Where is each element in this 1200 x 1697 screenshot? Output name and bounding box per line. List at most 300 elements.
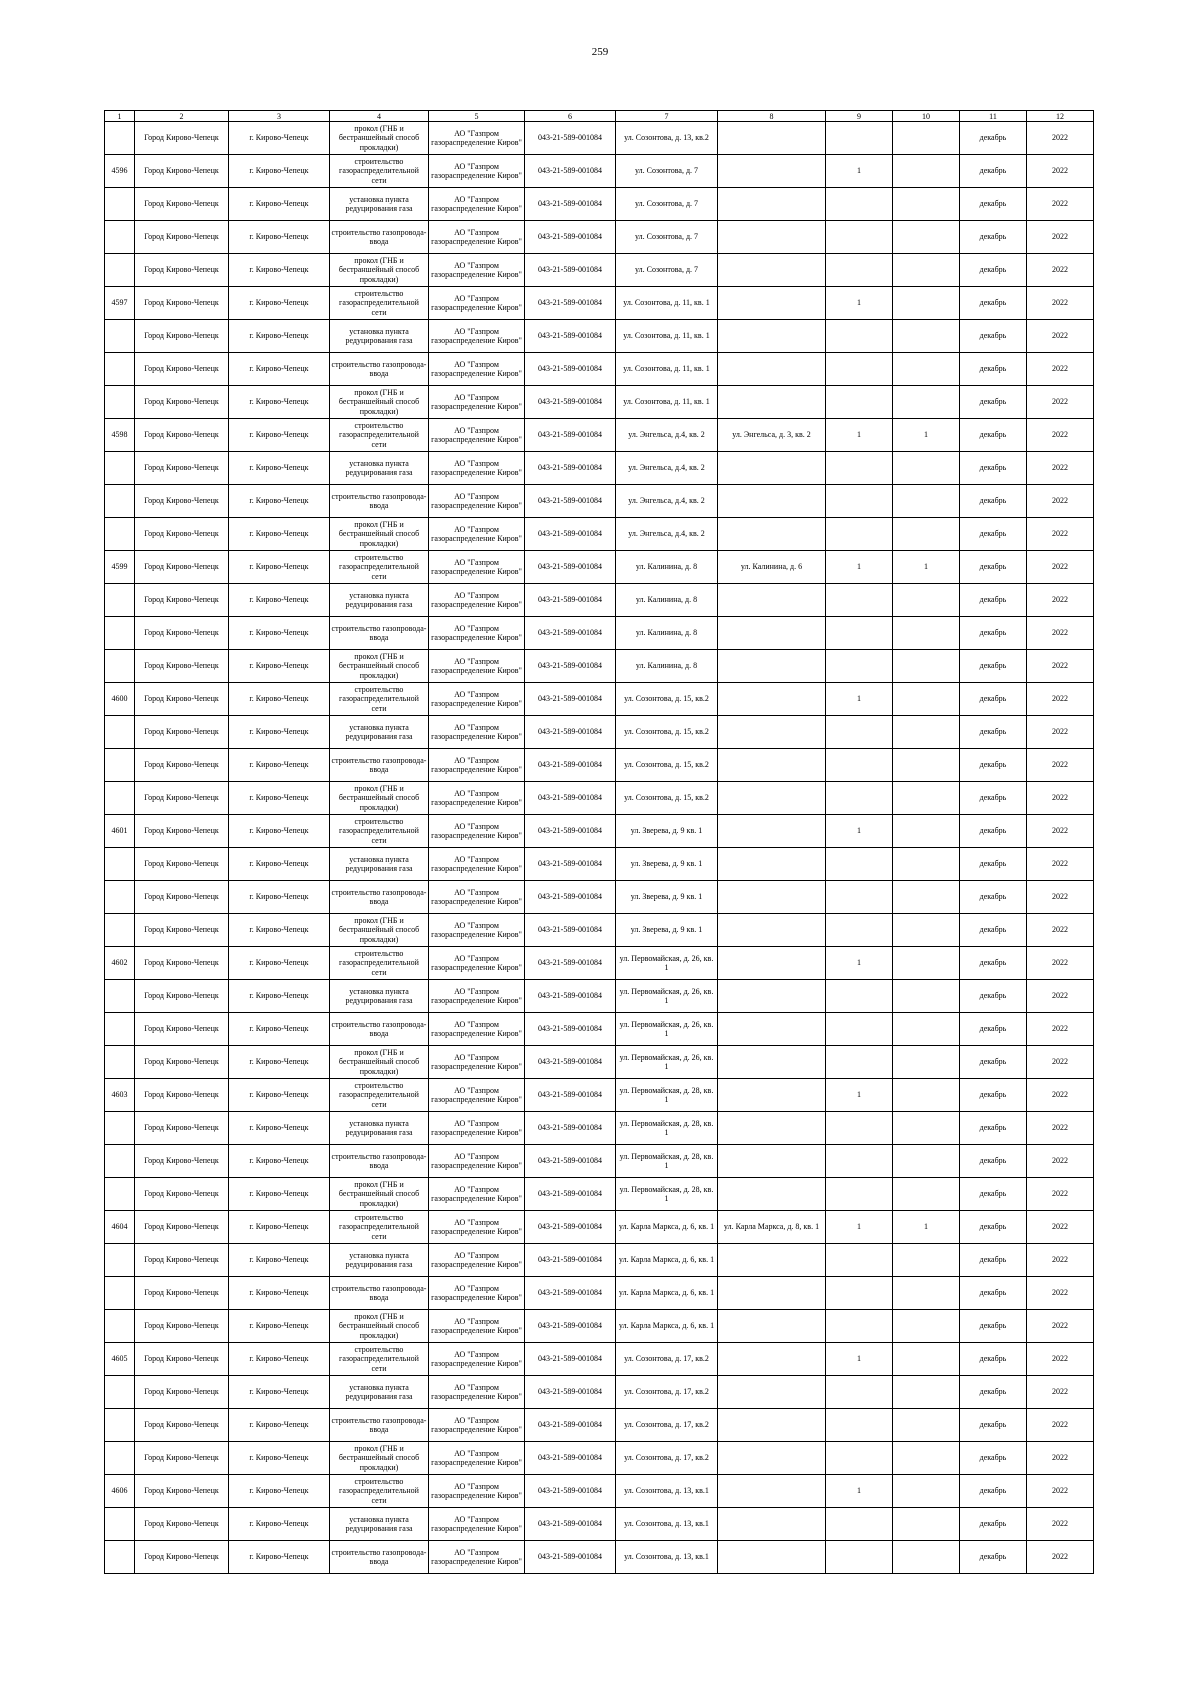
month-cell bbox=[960, 947, 1027, 980]
address-cell bbox=[616, 1079, 718, 1112]
column-header: 1 bbox=[105, 111, 135, 122]
count-col10-cell bbox=[893, 386, 960, 419]
year-cell-text: 2022 bbox=[1052, 298, 1068, 308]
work-type-cell bbox=[330, 1211, 429, 1244]
work-type-cell bbox=[330, 122, 429, 155]
municipality-cell-text: Город Кирово-Чепецк bbox=[144, 958, 219, 968]
organization-cell bbox=[429, 881, 525, 914]
settlement-cell-text: г. Кирово-Чепецк bbox=[249, 958, 309, 968]
work-type-cell bbox=[330, 452, 429, 485]
year-cell bbox=[1027, 815, 1094, 848]
count-col9-cell-text: 1 bbox=[857, 1222, 861, 1232]
project-code-cell-text: 043-21-589-001084 bbox=[538, 1552, 602, 1562]
settlement-cell-text: г. Кирово-Чепецк bbox=[249, 859, 309, 869]
organization-cell-text: АО "Газпром газораспределение Киров" bbox=[431, 1415, 522, 1434]
table-row bbox=[105, 815, 1094, 848]
row-number-cell bbox=[105, 584, 135, 617]
address-cell bbox=[616, 155, 718, 188]
settlement-cell bbox=[229, 881, 330, 914]
settlement-cell bbox=[229, 188, 330, 221]
column-header: 5 bbox=[429, 111, 525, 122]
organization-cell-text: АО "Газпром газораспределение Киров" bbox=[431, 1448, 522, 1467]
address-cell-text: ул. Карла Маркса, д. 6, кв. 1 bbox=[618, 1255, 715, 1265]
month-cell bbox=[960, 881, 1027, 914]
address-cell bbox=[616, 1112, 718, 1145]
work-type-cell bbox=[330, 386, 429, 419]
row-number-cell bbox=[105, 848, 135, 881]
table-row bbox=[105, 221, 1094, 254]
count-col9-cell bbox=[826, 1178, 893, 1211]
row-number-cell bbox=[105, 551, 135, 584]
organization-cell-text: АО "Газпром газораспределение Киров" bbox=[431, 755, 522, 774]
address-cell bbox=[616, 1013, 718, 1046]
table-row bbox=[105, 1541, 1094, 1574]
count-col9-cell bbox=[826, 1376, 893, 1409]
year-cell bbox=[1027, 848, 1094, 881]
table-row bbox=[105, 716, 1094, 749]
settlement-cell bbox=[229, 1112, 330, 1145]
month-cell-text: декабрь bbox=[979, 1123, 1007, 1133]
project-code-cell bbox=[525, 452, 616, 485]
work-type-cell-text: строительство газопровода-ввода bbox=[331, 227, 427, 246]
address-cell bbox=[616, 1376, 718, 1409]
settlement-cell bbox=[229, 947, 330, 980]
address-cell-text: ул. Первомайская, д. 26, кв. 1 bbox=[619, 1052, 714, 1071]
settlement-cell-text: г. Кирово-Чепецк bbox=[249, 1552, 309, 1562]
project-code-cell bbox=[525, 320, 616, 353]
column-number-row bbox=[105, 111, 1094, 122]
row-number-cell bbox=[105, 1541, 135, 1574]
month-cell-text: декабрь bbox=[979, 595, 1007, 605]
work-type-cell bbox=[330, 1046, 429, 1079]
work-type-cell bbox=[330, 914, 429, 947]
month-cell bbox=[960, 782, 1027, 815]
address-extra-cell bbox=[718, 1376, 826, 1409]
month-cell bbox=[960, 287, 1027, 320]
project-code-cell-text: 043-21-589-001084 bbox=[538, 166, 602, 176]
count-col9-cell bbox=[826, 188, 893, 221]
settlement-cell-text: г. Кирово-Чепецк bbox=[249, 826, 309, 836]
project-code-cell-text: 043-21-589-001084 bbox=[538, 562, 602, 572]
work-type-cell bbox=[330, 815, 429, 848]
row-number-cell bbox=[105, 650, 135, 683]
address-extra-cell bbox=[718, 1541, 826, 1574]
count-col9-cell bbox=[826, 1343, 893, 1376]
table-row bbox=[105, 683, 1094, 716]
organization-cell bbox=[429, 716, 525, 749]
month-cell bbox=[960, 584, 1027, 617]
month-cell-text: декабрь bbox=[979, 397, 1007, 407]
municipality-cell-text: Город Кирово-Чепецк bbox=[144, 1519, 219, 1529]
count-col9-cell bbox=[826, 650, 893, 683]
municipality-cell-text: Город Кирово-Чепецк bbox=[144, 265, 219, 275]
project-code-cell bbox=[525, 881, 616, 914]
year-cell-text: 2022 bbox=[1052, 1156, 1068, 1166]
count-col9-cell bbox=[826, 1145, 893, 1178]
work-type-cell-text: установка пункта редуцирования газа bbox=[345, 1118, 413, 1137]
settlement-cell bbox=[229, 1508, 330, 1541]
municipality-cell bbox=[135, 1046, 229, 1079]
work-type-cell-text: строительство газораспределительной сети bbox=[339, 949, 419, 977]
municipality-cell-text: Город Кирово-Чепецк bbox=[144, 133, 219, 143]
settlement-cell bbox=[229, 914, 330, 947]
table-row bbox=[105, 1277, 1094, 1310]
work-type-cell-text: строительство газопровода-ввода bbox=[331, 1283, 427, 1302]
year-cell-text: 2022 bbox=[1052, 859, 1068, 869]
year-cell bbox=[1027, 1277, 1094, 1310]
municipality-cell-text: Город Кирово-Чепецк bbox=[144, 925, 219, 935]
address-extra-cell bbox=[718, 1508, 826, 1541]
column-header: 8 bbox=[718, 111, 826, 122]
project-code-cell bbox=[525, 254, 616, 287]
address-cell bbox=[616, 1508, 718, 1541]
settlement-cell bbox=[229, 1013, 330, 1046]
year-cell bbox=[1027, 947, 1094, 980]
settlement-cell-text: г. Кирово-Чепецк bbox=[249, 1255, 309, 1265]
project-code-cell-text: 043-21-589-001084 bbox=[538, 430, 602, 440]
address-cell-text: ул. Энгельса, д.4, кв. 2 bbox=[628, 463, 705, 473]
table-row bbox=[105, 1145, 1094, 1178]
organization-cell-text: АО "Газпром газораспределение Киров" bbox=[431, 1019, 522, 1038]
row-number-cell bbox=[105, 1508, 135, 1541]
settlement-cell bbox=[229, 1475, 330, 1508]
project-code-cell-text: 043-21-589-001084 bbox=[538, 529, 602, 539]
count-col10-cell bbox=[893, 419, 960, 452]
table-row bbox=[105, 254, 1094, 287]
organization-cell bbox=[429, 419, 525, 452]
work-type-cell bbox=[330, 1244, 429, 1277]
year-cell bbox=[1027, 1541, 1094, 1574]
count-col9-cell-text: 1 bbox=[857, 1486, 861, 1496]
work-type-cell-text: строительство газопровода-ввода bbox=[331, 359, 427, 378]
year-cell-text: 2022 bbox=[1052, 1057, 1068, 1067]
table-row bbox=[105, 155, 1094, 188]
count-col10-cell bbox=[893, 947, 960, 980]
project-code-cell-text: 043-21-589-001084 bbox=[538, 793, 602, 803]
work-type-cell-text: прокол (ГНБ и бестраншейный способ прокладки) bbox=[338, 388, 420, 416]
year-cell-text: 2022 bbox=[1052, 397, 1068, 407]
organization-cell bbox=[429, 749, 525, 782]
municipality-cell bbox=[135, 485, 229, 518]
settlement-cell bbox=[229, 980, 330, 1013]
project-code-cell bbox=[525, 221, 616, 254]
year-cell-text: 2022 bbox=[1052, 892, 1068, 902]
month-cell-text: декабрь bbox=[979, 562, 1007, 572]
address-cell-text: ул. Энгельса, д.4, кв. 2 bbox=[628, 430, 705, 440]
municipality-cell bbox=[135, 1541, 229, 1574]
municipality-cell bbox=[135, 452, 229, 485]
address-cell bbox=[616, 1244, 718, 1277]
month-cell bbox=[960, 980, 1027, 1013]
organization-cell bbox=[429, 254, 525, 287]
settlement-cell bbox=[229, 1178, 330, 1211]
work-type-cell bbox=[330, 617, 429, 650]
work-type-cell-text: строительство газораспределительной сети bbox=[339, 1477, 419, 1505]
table-row bbox=[105, 320, 1094, 353]
row-number-cell bbox=[105, 1244, 135, 1277]
project-code-cell-text: 043-21-589-001084 bbox=[538, 859, 602, 869]
month-cell-text: декабрь bbox=[979, 1519, 1007, 1529]
organization-cell-text: АО "Газпром газораспределение Киров" bbox=[431, 1283, 522, 1302]
organization-cell bbox=[429, 1310, 525, 1343]
municipality-cell-text: Город Кирово-Чепецк bbox=[144, 1420, 219, 1430]
settlement-cell bbox=[229, 1079, 330, 1112]
count-col9-cell-text: 1 bbox=[857, 694, 861, 704]
settlement-cell bbox=[229, 452, 330, 485]
work-type-cell bbox=[330, 353, 429, 386]
table-row bbox=[105, 1376, 1094, 1409]
count-col9-cell bbox=[826, 1079, 893, 1112]
address-cell-text: ул. Созонтова, д. 11, кв. 1 bbox=[623, 331, 710, 341]
project-code-cell bbox=[525, 1343, 616, 1376]
year-cell bbox=[1027, 1508, 1094, 1541]
settlement-cell bbox=[229, 1145, 330, 1178]
row-number-cell-text: 4603 bbox=[111, 1090, 128, 1100]
year-cell-text: 2022 bbox=[1052, 1321, 1068, 1331]
organization-cell bbox=[429, 782, 525, 815]
municipality-cell-text: Город Кирово-Чепецк bbox=[144, 1090, 219, 1100]
project-code-cell-text: 043-21-589-001084 bbox=[538, 661, 602, 671]
table-row bbox=[105, 881, 1094, 914]
work-type-cell bbox=[330, 221, 429, 254]
municipality-cell-text: Город Кирово-Чепецк bbox=[144, 694, 219, 704]
settlement-cell bbox=[229, 155, 330, 188]
count-col9-cell bbox=[826, 1211, 893, 1244]
row-number-cell bbox=[105, 155, 135, 188]
row-number-cell bbox=[105, 1178, 135, 1211]
project-code-cell bbox=[525, 1310, 616, 1343]
organization-cell-text: АО "Газпром газораспределение Киров" bbox=[431, 788, 522, 807]
project-code-cell bbox=[525, 947, 616, 980]
work-type-cell-text: строительство газораспределительной сети bbox=[339, 817, 419, 845]
settlement-cell bbox=[229, 782, 330, 815]
month-cell-text: декабрь bbox=[979, 1222, 1007, 1232]
address-extra-cell-text: ул. Карла Маркса, д. 8, кв. 1 bbox=[723, 1222, 820, 1232]
address-extra-cell bbox=[718, 419, 826, 452]
month-cell bbox=[960, 353, 1027, 386]
organization-cell-text: АО "Газпром газораспределение Киров" bbox=[431, 161, 522, 180]
count-col10-cell bbox=[893, 221, 960, 254]
table-row bbox=[105, 1079, 1094, 1112]
count-col10-cell bbox=[893, 1343, 960, 1376]
gasification-table bbox=[104, 110, 1094, 1574]
project-code-cell bbox=[525, 1013, 616, 1046]
month-cell-text: декабрь bbox=[979, 529, 1007, 539]
work-type-cell bbox=[330, 947, 429, 980]
settlement-cell-text: г. Кирово-Чепецк bbox=[249, 1387, 309, 1397]
row-number-cell-text: 4600 bbox=[111, 694, 128, 704]
work-type-cell-text: строительство газопровода-ввода bbox=[331, 623, 427, 642]
year-cell-text: 2022 bbox=[1052, 826, 1068, 836]
settlement-cell-text: г. Кирово-Чепецк bbox=[249, 1354, 309, 1364]
count-col10-cell-text: 1 bbox=[924, 430, 928, 440]
work-type-cell-text: строительство газораспределительной сети bbox=[339, 289, 419, 317]
settlement-cell bbox=[229, 716, 330, 749]
month-cell-text: декабрь bbox=[979, 1486, 1007, 1496]
work-type-cell bbox=[330, 1145, 429, 1178]
address-cell-text: ул. Созонтова, д. 11, кв. 1 bbox=[623, 298, 710, 308]
address-cell bbox=[616, 386, 718, 419]
municipality-cell-text: Город Кирово-Чепецк bbox=[144, 727, 219, 737]
count-col10-cell bbox=[893, 320, 960, 353]
address-cell-text: ул. Калинина, д. 8 bbox=[635, 595, 698, 605]
municipality-cell bbox=[135, 254, 229, 287]
row-number-cell bbox=[105, 485, 135, 518]
settlement-cell bbox=[229, 650, 330, 683]
count-col9-cell-text: 1 bbox=[857, 1090, 861, 1100]
year-cell bbox=[1027, 716, 1094, 749]
municipality-cell bbox=[135, 881, 229, 914]
year-cell-text: 2022 bbox=[1052, 595, 1068, 605]
work-type-cell bbox=[330, 254, 429, 287]
municipality-cell-text: Город Кирово-Чепецк bbox=[144, 595, 219, 605]
work-type-cell bbox=[330, 485, 429, 518]
row-number-cell bbox=[105, 386, 135, 419]
address-cell-text: ул. Карла Маркса, д. 6, кв. 1 bbox=[618, 1321, 715, 1331]
address-cell bbox=[616, 221, 718, 254]
table-row bbox=[105, 1046, 1094, 1079]
project-code-cell bbox=[525, 1475, 616, 1508]
organization-cell bbox=[429, 980, 525, 1013]
address-cell bbox=[616, 485, 718, 518]
address-cell-text: ул. Созонтова, д. 17, кв.2 bbox=[624, 1387, 709, 1397]
month-cell-text: декабрь bbox=[979, 925, 1007, 935]
address-cell-text: ул. Первомайская, д. 28, кв. 1 bbox=[619, 1151, 714, 1170]
work-type-cell bbox=[330, 1508, 429, 1541]
table-row bbox=[105, 485, 1094, 518]
organization-cell bbox=[429, 947, 525, 980]
count-col9-cell bbox=[826, 881, 893, 914]
count-col10-cell bbox=[893, 815, 960, 848]
count-col9-cell bbox=[826, 1244, 893, 1277]
address-cell-text: ул. Карла Маркса, д. 6, кв. 1 bbox=[618, 1288, 715, 1298]
settlement-cell-text: г. Кирово-Чепецк bbox=[249, 760, 309, 770]
address-extra-cell bbox=[718, 1112, 826, 1145]
count-col10-cell-text: 1 bbox=[924, 562, 928, 572]
work-type-cell-text: установка пункта редуцирования газа bbox=[345, 458, 413, 477]
address-cell bbox=[616, 980, 718, 1013]
project-code-cell bbox=[525, 287, 616, 320]
month-cell bbox=[960, 551, 1027, 584]
settlement-cell-text: г. Кирово-Чепецк bbox=[249, 1057, 309, 1067]
column-header: 4 bbox=[330, 111, 429, 122]
month-cell-text: декабрь bbox=[979, 661, 1007, 671]
settlement-cell-text: г. Кирово-Чепецк bbox=[249, 595, 309, 605]
project-code-cell bbox=[525, 1541, 616, 1574]
address-extra-cell-text: ул. Энгельса, д. 3, кв. 2 bbox=[732, 430, 811, 440]
organization-cell bbox=[429, 221, 525, 254]
organization-cell bbox=[429, 1541, 525, 1574]
column-header: 7 bbox=[616, 111, 718, 122]
month-cell-text: декабрь bbox=[979, 859, 1007, 869]
settlement-cell bbox=[229, 320, 330, 353]
work-type-cell bbox=[330, 980, 429, 1013]
settlement-cell bbox=[229, 386, 330, 419]
settlement-cell-text: г. Кирово-Чепецк bbox=[249, 628, 309, 638]
project-code-cell bbox=[525, 1112, 616, 1145]
organization-cell bbox=[429, 683, 525, 716]
municipality-cell bbox=[135, 716, 229, 749]
organization-cell bbox=[429, 287, 525, 320]
settlement-cell-text: г. Кирово-Чепецк bbox=[249, 991, 309, 1001]
row-number-cell bbox=[105, 1343, 135, 1376]
work-type-cell bbox=[330, 1277, 429, 1310]
municipality-cell bbox=[135, 1145, 229, 1178]
count-col9-cell-text: 1 bbox=[857, 430, 861, 440]
organization-cell-text: АО "Газпром газораспределение Киров" bbox=[431, 194, 522, 213]
settlement-cell bbox=[229, 419, 330, 452]
year-cell-text: 2022 bbox=[1052, 1024, 1068, 1034]
address-cell bbox=[616, 518, 718, 551]
address-cell bbox=[616, 551, 718, 584]
year-cell-text: 2022 bbox=[1052, 199, 1068, 209]
project-code-cell bbox=[525, 518, 616, 551]
work-type-cell bbox=[330, 518, 429, 551]
address-cell bbox=[616, 1343, 718, 1376]
organization-cell bbox=[429, 1178, 525, 1211]
municipality-cell bbox=[135, 782, 229, 815]
address-cell-text: ул. Созонтова, д. 15, кв.2 bbox=[624, 793, 709, 803]
organization-cell bbox=[429, 1013, 525, 1046]
organization-cell bbox=[429, 1112, 525, 1145]
work-type-cell-text: установка пункта редуцирования газа bbox=[345, 854, 413, 873]
work-type-cell bbox=[330, 1013, 429, 1046]
year-cell bbox=[1027, 221, 1094, 254]
year-cell bbox=[1027, 914, 1094, 947]
organization-cell-text: АО "Газпром газораспределение Киров" bbox=[431, 1217, 522, 1236]
address-extra-cell bbox=[718, 617, 826, 650]
month-cell bbox=[960, 1112, 1027, 1145]
address-cell-text: ул. Созонтова, д. 7 bbox=[634, 199, 699, 209]
count-col9-cell bbox=[826, 584, 893, 617]
month-cell bbox=[960, 1244, 1027, 1277]
count-col10-cell bbox=[893, 1376, 960, 1409]
address-cell-text: ул. Созонтова, д. 13, кв.1 bbox=[624, 1552, 709, 1562]
row-number-cell bbox=[105, 1409, 135, 1442]
work-type-cell-text: установка пункта редуцирования газа bbox=[345, 326, 413, 345]
column-header: 9 bbox=[826, 111, 893, 122]
project-code-cell-text: 043-21-589-001084 bbox=[538, 1354, 602, 1364]
organization-cell bbox=[429, 1508, 525, 1541]
work-type-cell-text: прокол (ГНБ и бестраншейный способ прокладки) bbox=[338, 784, 420, 812]
organization-cell-text: АО "Газпром газораспределение Киров" bbox=[431, 293, 522, 312]
address-extra-cell bbox=[718, 1442, 826, 1475]
municipality-cell bbox=[135, 815, 229, 848]
month-cell bbox=[960, 1046, 1027, 1079]
work-type-cell-text: прокол (ГНБ и бестраншейный способ прокладки) bbox=[338, 124, 420, 152]
organization-cell bbox=[429, 1211, 525, 1244]
settlement-cell-text: г. Кирово-Чепецк bbox=[249, 562, 309, 572]
organization-cell bbox=[429, 1145, 525, 1178]
month-cell bbox=[960, 1343, 1027, 1376]
row-number-cell bbox=[105, 1442, 135, 1475]
settlement-cell-text: г. Кирово-Чепецк bbox=[249, 199, 309, 209]
project-code-cell bbox=[525, 914, 616, 947]
year-cell-text: 2022 bbox=[1052, 1354, 1068, 1364]
municipality-cell-text: Город Кирово-Чепецк bbox=[144, 1354, 219, 1364]
address-extra-cell bbox=[718, 749, 826, 782]
municipality-cell bbox=[135, 155, 229, 188]
municipality-cell bbox=[135, 1079, 229, 1112]
table-row bbox=[105, 749, 1094, 782]
year-cell bbox=[1027, 1211, 1094, 1244]
work-type-cell-text: прокол (ГНБ и бестраншейный способ прокладки) bbox=[338, 1312, 420, 1340]
year-cell-text: 2022 bbox=[1052, 562, 1068, 572]
organization-cell bbox=[429, 1244, 525, 1277]
municipality-cell-text: Город Кирово-Чепецк bbox=[144, 562, 219, 572]
address-cell bbox=[616, 1211, 718, 1244]
municipality-cell bbox=[135, 188, 229, 221]
